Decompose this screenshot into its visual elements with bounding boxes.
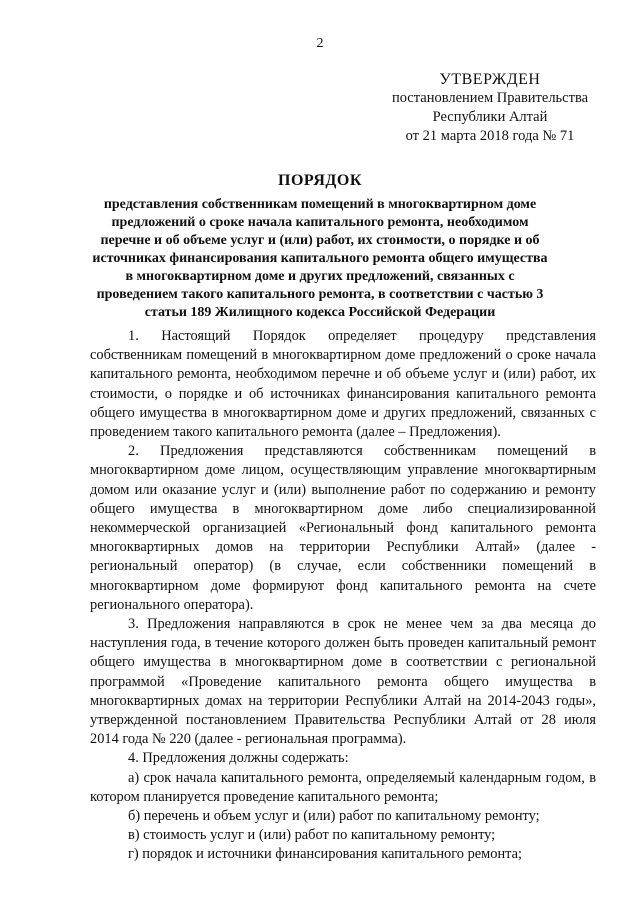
document-heading — [90, 172, 550, 322]
paragraph-4: 4. Предложения должны содержать: — [128, 750, 349, 767]
approval-line: от 21 марта 2018 года № 71 — [405, 128, 575, 144]
list-item-d: г) порядок и источники финансирования капитального ремонта; — [128, 846, 523, 863]
approval-line: постановлением Правительства — [391, 90, 589, 106]
page-number: 2 — [316, 36, 324, 51]
document-subtitle: представления собственникам помещений в многоквартирном доме предложений о сроке начала капитального ремонта, необходимом перечне и об объеме услуг и (или) работ, их стоимости, о порядке и об источниках финансирования капитального ремонта общего имущества в многоквартирном доме и других предложений, связанных с проведением такого капитального ремонта, в соответствии с частью 3 статьи 189 Жилищного кодекса Российской Федерации — [92, 197, 548, 320]
list-item-b: б) перечень и объем услуг и (или) работ по капитальному ремонту; — [128, 808, 540, 825]
document-body — [90, 327, 596, 865]
approval-block — [380, 70, 600, 146]
paragraph-3: 3. Предложения направляются в срок не менее чем за два месяца до наступления года, в течение которого должен быть проведен капитальный ремонт общего имущества в многоквартирном доме в соответствии с региональной программой «Проведение капитального ремонта общего имущества в многоквартирных домах на территории Республики Алтай на 2014-2043 годы», утвержденной постановлением Правительства Республики Алтай от 28 июля 2014 года № 220 (далее - региональная программа). — [90, 616, 596, 748]
paragraph-1: 1. Настоящий Порядок определяет процедуру представления собственникам помещений в многоквартирном доме предложений о сроке начала капитального ремонта, необходимом перечне и об объеме услуг и (или) работ, их стоимости, о порядке и об источниках финансирования капитального ремонта общего имущества в многоквартирном доме и других предложений, связанных с проведением такого капитального ремонта (далее – Предложения). — [90, 328, 596, 441]
list-item-c: в) стоимость услуг и (или) работ по капитальному ремонту; — [128, 827, 496, 844]
document-title: ПОРЯДОК — [278, 172, 362, 189]
approval-title: УТВЕРЖДЕН — [439, 71, 541, 88]
list-item-a: а) срок начала капитального ремонта, определяемый календарным годом, в котором планируется проведение капитального ремонта; — [90, 769, 596, 805]
approval-line: Республики Алтай — [432, 109, 548, 125]
paragraph-2: 2. Предложения представляются собственникам помещений в многоквартирном доме лицом, осуществляющим управление многоквартирным домом или оказание услуг и (или) выполнение работ по содержанию и ремонту общего имущества в многоквартирном доме либо специализированной некоммерческой организацией «Региональный фонд капитального ремонта многоквартирных домов на территории Республики Алтай» (далее - региональный оператор) (в случае, если собственники помещений в многоквартирном доме формируют фонд капитального ремонта на счете регионального оператора). — [90, 443, 596, 613]
